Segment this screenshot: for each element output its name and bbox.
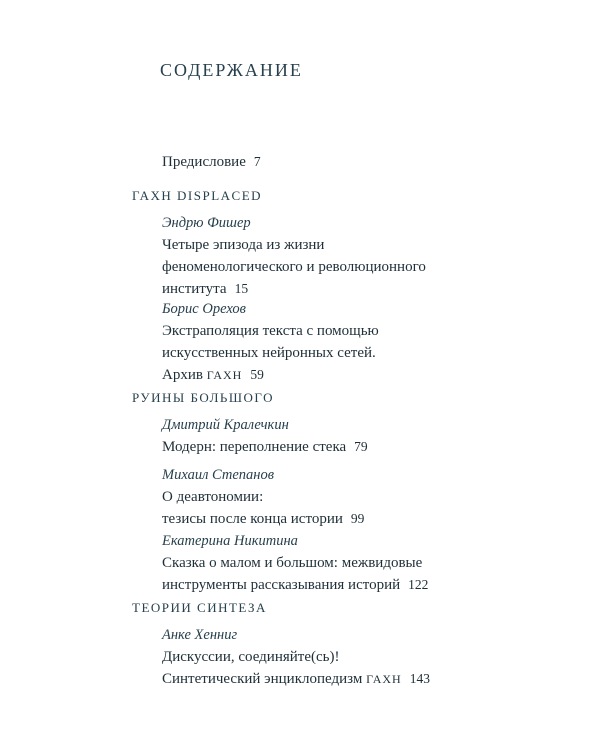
entry-title-line <box>162 364 492 386</box>
entry-page-number: 59 <box>250 367 264 382</box>
entry-title-line <box>162 574 492 596</box>
section-title-theories-of-synthesis: ТЕОРИИ СИНТЕЗА <box>132 600 267 615</box>
entry-author: Борис Орехов <box>162 301 246 317</box>
entry-title-line-text: тезисы после конца истории <box>162 511 343 527</box>
entry-title-line-text: Модерн: переполнение стека <box>162 439 347 455</box>
entry-author: Эндрю Фишер <box>162 215 251 231</box>
entry-title-line <box>162 278 492 300</box>
entry-title-line: феноменологического и революционного <box>162 259 426 275</box>
entry-title-line-text: института <box>162 281 227 297</box>
entry-title-line <box>162 668 492 690</box>
page-title: СОДЕРЖАНИЕ <box>160 60 303 80</box>
entry-title-line: О деавтономии: <box>162 489 264 505</box>
entry-title-line-text: инструменты рассказывания историй <box>162 577 401 593</box>
entry-page-number: 79 <box>354 439 368 454</box>
entry-title-smallcaps: ГАХН <box>206 368 243 382</box>
entry-title-smallcaps: ГАХН <box>366 672 402 686</box>
entry-page-number: 143 <box>409 671 430 686</box>
foreword-page-number: 7 <box>253 154 261 169</box>
toc-entry-fisher[interactable] <box>162 212 492 300</box>
entry-author: Дмитрий Кралечкин <box>162 417 289 433</box>
entry-page-number: 99 <box>350 511 365 526</box>
foreword-entry[interactable] <box>162 154 261 171</box>
entry-title-line <box>162 508 492 530</box>
section-title-ruins-of-large: РУИНЫ БОЛЬШОГО <box>132 390 274 405</box>
toc-entry-hennig[interactable] <box>162 624 492 690</box>
entry-title-line <box>162 436 492 458</box>
entry-page-number: 15 <box>234 281 249 296</box>
entry-author: Анке Хенниг <box>162 627 238 643</box>
entry-title-line: Сказка о малом и большом: межвидовые <box>162 555 423 571</box>
entry-title-line: искусственных нейронных сетей. <box>162 345 376 361</box>
foreword-title: Предисловие <box>162 154 246 170</box>
entry-title-prefix: Архив <box>162 367 203 383</box>
toc-entry-nikitina[interactable] <box>162 530 492 596</box>
entry-title-line: Дискуссии, соединяйте(сь)! <box>162 649 340 665</box>
entry-author: Екатерина Никитина <box>162 533 298 549</box>
entry-title-line: Экстраполяция текста с помощью <box>162 323 379 339</box>
entry-title-line: Четыре эпизода из жизни <box>162 237 325 253</box>
section-title-gakhn-displaced: ГАХН DISPLACED <box>132 188 263 203</box>
entry-author: Михаил Степанов <box>162 467 275 483</box>
toc-entry-stepanov[interactable] <box>162 464 492 530</box>
entry-page-number: 122 <box>408 577 429 592</box>
toc-entry-kralechkin[interactable] <box>162 414 492 458</box>
toc-entry-orekhov[interactable] <box>162 298 492 386</box>
entry-title-prefix: Синтетический энциклопедизм <box>162 671 363 687</box>
